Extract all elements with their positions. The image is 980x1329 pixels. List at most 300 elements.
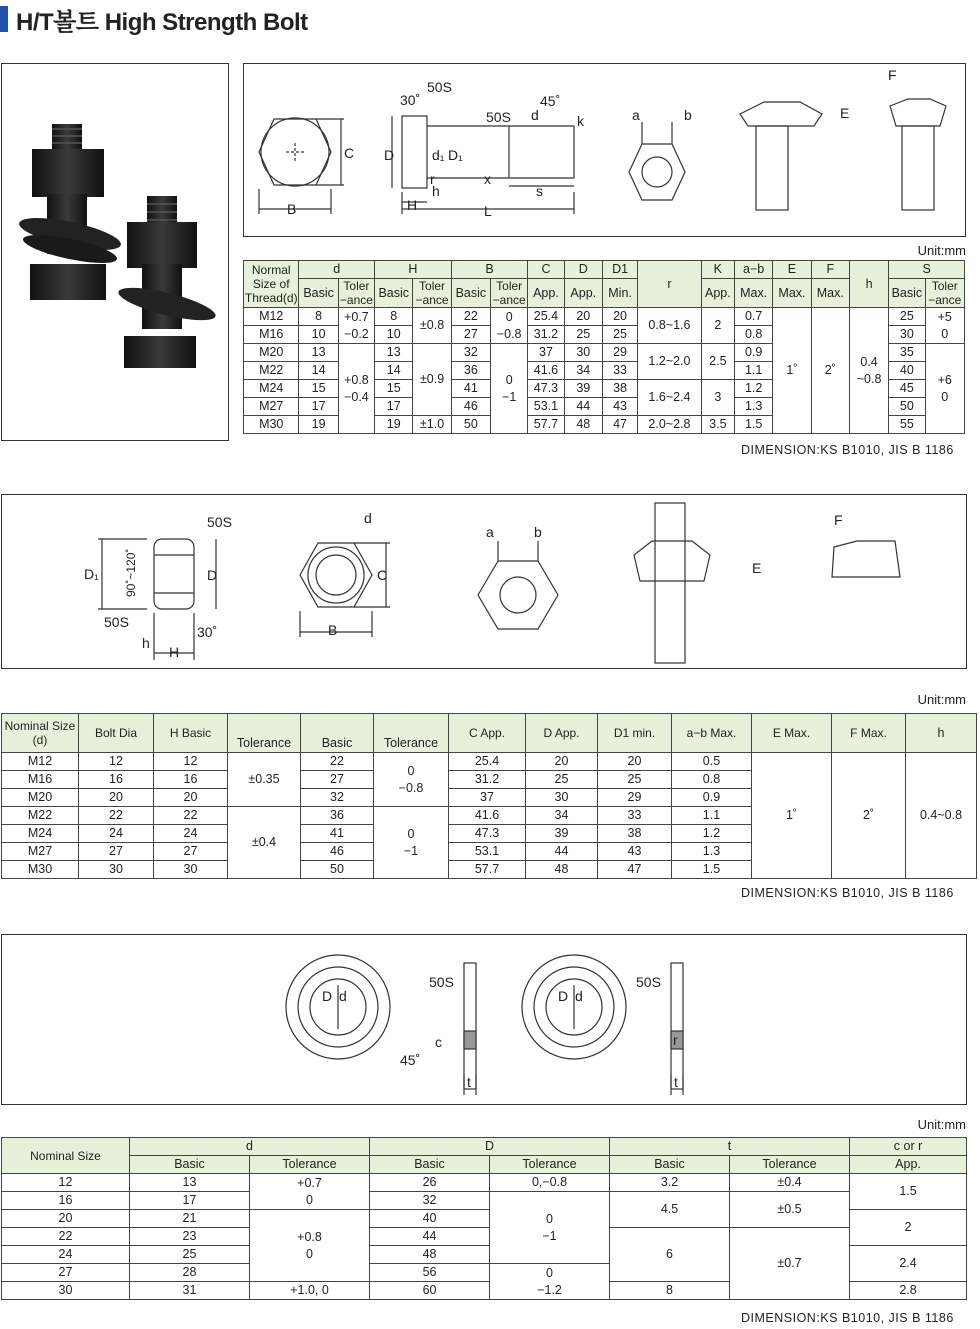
table-cell: 23 xyxy=(130,1228,250,1246)
table-cell: 27 xyxy=(301,771,374,789)
table-cell: 8 xyxy=(375,308,413,326)
table-cell: 17 xyxy=(375,398,413,416)
table-cell: +6 0 xyxy=(925,344,964,434)
unit-label-3: Unit:mm xyxy=(917,1117,966,1132)
table-cell: 20 xyxy=(526,753,598,771)
washer2-label-D: D xyxy=(558,988,569,1004)
sub-max: Max. xyxy=(811,279,849,308)
col-r: r xyxy=(638,261,702,308)
table-cell: ±0.4 xyxy=(228,807,301,879)
table-cell: 2.5 xyxy=(701,344,734,380)
table-cell: 28 xyxy=(130,1264,250,1282)
table-cell: 53.1 xyxy=(449,843,526,861)
col-D: D xyxy=(564,261,602,279)
table-cell: 10 xyxy=(299,326,338,344)
table-cell: 1.6~2.4 xyxy=(638,380,702,416)
table-cell: 1.2 xyxy=(734,380,772,398)
table-cell: 22 xyxy=(451,308,490,326)
nut-label-d: d xyxy=(364,510,372,526)
table-cell: M27 xyxy=(244,398,299,416)
table-cell: 47.3 xyxy=(449,825,526,843)
table-cell: 25 xyxy=(889,308,925,326)
table-cell: 0 −0.8 xyxy=(374,753,449,807)
label-E: E xyxy=(840,105,850,121)
table-cell: 40 xyxy=(889,362,925,380)
table-cell: 1.3 xyxy=(734,398,772,416)
table-cell: 0.4~0.8 xyxy=(906,753,977,879)
table-cell: 1.1 xyxy=(672,807,752,825)
t3-col-c: c or r xyxy=(850,1138,967,1156)
label-b: b xyxy=(684,107,692,123)
table-cell: 48 xyxy=(526,861,598,879)
table-cell: 2.4 xyxy=(850,1246,967,1282)
sub-min: Min. xyxy=(602,279,637,308)
label-h: h xyxy=(432,183,440,199)
col-C: C xyxy=(528,261,564,279)
table-cell: +1.0, 0 xyxy=(250,1282,370,1300)
table-cell: 1.2~2.0 xyxy=(638,344,702,380)
table-cell: 20 xyxy=(79,789,154,807)
table-cell: 0.4 ~0.8 xyxy=(849,308,888,434)
table-cell: 1.5 xyxy=(734,416,772,434)
sub-tolerance: Toler −ance xyxy=(413,279,451,308)
table-cell: +5 0 xyxy=(925,308,964,344)
table-cell: 34 xyxy=(564,362,602,380)
table-cell: 1.2 xyxy=(672,825,752,843)
table-cell: 30 xyxy=(79,861,154,879)
table-cell: 1.3 xyxy=(672,843,752,861)
table-cell: 2.0~2.8 xyxy=(638,416,702,434)
table-cell: 30 xyxy=(2,1282,130,1300)
t2-col-size: Nominal Size (d) xyxy=(2,714,79,753)
table-cell: 48 xyxy=(370,1246,490,1264)
table-cell: 36 xyxy=(301,807,374,825)
table-cell: 0.9 xyxy=(672,789,752,807)
label-B: B xyxy=(287,201,297,217)
table-cell: 37 xyxy=(528,344,564,362)
table-cell: 3.5 xyxy=(701,416,734,434)
table-cell: 15 xyxy=(299,380,338,398)
table-cell: 15 xyxy=(375,380,413,398)
t2-col-F: F Max. xyxy=(832,714,906,753)
nut-label-B: B xyxy=(328,622,338,638)
table-cell: 41 xyxy=(301,825,374,843)
t3-col-size: Nominal Size xyxy=(2,1138,130,1174)
col-H: H xyxy=(375,261,452,279)
col-ab: a−b xyxy=(734,261,772,279)
washer-label-D: D xyxy=(322,988,333,1004)
t2-col-C: C App. xyxy=(449,714,526,753)
table-cell: 25 xyxy=(526,771,598,789)
col-E: E xyxy=(773,261,811,279)
table-cell: 22 xyxy=(2,1228,130,1246)
sub-tolerance: Toler −ance xyxy=(491,279,528,308)
table-cell: 14 xyxy=(299,362,338,380)
t2-col-tol2: Tolerance xyxy=(374,714,449,753)
nut-label-C: C xyxy=(377,567,388,583)
table-cell: 0,−0.8 xyxy=(490,1174,610,1192)
nut-label-H: H xyxy=(169,644,180,660)
table-cell: 4.5 xyxy=(610,1192,730,1228)
table-cell: 29 xyxy=(602,344,637,362)
sub-basic: Basic xyxy=(375,279,413,308)
sub-app: App. xyxy=(701,279,734,308)
table-cell: 1.1 xyxy=(734,362,772,380)
table-cell: +0.8 0 xyxy=(250,1210,370,1282)
t3-col-d: d xyxy=(130,1138,370,1156)
table-cell: 46 xyxy=(301,843,374,861)
table-cell: 43 xyxy=(602,398,637,416)
page-header xyxy=(0,4,308,34)
nut-label-angle: 90˚~120˚ xyxy=(124,548,138,597)
nut-label-D: D xyxy=(207,567,218,583)
washer2-label-50S: 50S xyxy=(636,974,661,990)
table-cell: ±0.8 xyxy=(413,308,451,344)
table-cell: 20 xyxy=(598,753,672,771)
table-cell: 31.2 xyxy=(528,326,564,344)
table-cell: ±0.9 xyxy=(413,344,451,416)
label-H: H xyxy=(407,197,418,213)
table-cell: 20 xyxy=(154,789,228,807)
table-cell: 27 xyxy=(154,843,228,861)
label-x: x xyxy=(484,171,491,187)
table-cell: +0.7 −0.2 xyxy=(338,308,374,344)
sub-max: Max. xyxy=(773,279,811,308)
table-cell: 35 xyxy=(889,344,925,362)
table-cell: 20 xyxy=(602,308,637,326)
t2-col-H: H Basic xyxy=(154,714,228,753)
nut-label-50S-bot: 50S xyxy=(104,614,129,630)
t3-sub-basic: Basic xyxy=(370,1156,490,1174)
label-F: F xyxy=(888,67,897,83)
nut-label-F: F xyxy=(834,512,843,528)
table-cell: 30 xyxy=(889,326,925,344)
table-cell: 47 xyxy=(602,416,637,434)
label-s: s xyxy=(536,183,543,199)
t3-col-D: D xyxy=(370,1138,610,1156)
unit-label-1: Unit:mm xyxy=(917,243,966,258)
table-cell: 0.8~1.6 xyxy=(638,308,702,344)
col-F: F xyxy=(811,261,849,279)
table-cell: 19 xyxy=(375,416,413,434)
table-cell: 0.9 xyxy=(734,344,772,362)
table-cell: 47.3 xyxy=(528,380,564,398)
table-cell: 47 xyxy=(598,861,672,879)
sub-max: Max. xyxy=(734,279,772,308)
t3-sub-tolerance: Tolerance xyxy=(490,1156,610,1174)
table-cell: 12 xyxy=(154,753,228,771)
table-cell: 60 xyxy=(370,1282,490,1300)
t2-col-D: D App. xyxy=(526,714,598,753)
label-45deg: 45˚ xyxy=(540,93,561,109)
table-cell: 17 xyxy=(130,1192,250,1210)
dimension-note-1: DIMENSION:KS B1010, JIS B 1186 xyxy=(741,443,954,457)
col-h: h xyxy=(849,261,888,308)
label-r: r xyxy=(430,171,435,187)
t3-sub-tolerance: Tolerance xyxy=(250,1156,370,1174)
table-cell: 17 xyxy=(299,398,338,416)
table-cell: 1.5 xyxy=(672,861,752,879)
table-cell: 19 xyxy=(299,416,338,434)
table-cell: 55 xyxy=(889,416,925,434)
table-cell: 3 xyxy=(701,380,734,416)
table-cell: 33 xyxy=(598,807,672,825)
table-cell: 43 xyxy=(598,843,672,861)
table-row xyxy=(2,753,977,771)
washer2-label-t: t xyxy=(674,1074,678,1090)
table-cell: M30 xyxy=(244,416,299,434)
table-cell: M22 xyxy=(2,807,79,825)
hex-bolt-dimension-table xyxy=(243,260,965,434)
table-cell: 50 xyxy=(889,398,925,416)
nut-drawing xyxy=(1,494,967,669)
table-cell: 1.5 xyxy=(850,1174,967,1210)
table-cell: 24 xyxy=(79,825,154,843)
table-cell: 38 xyxy=(602,380,637,398)
table-cell: 10 xyxy=(375,326,413,344)
table-cell: 53.1 xyxy=(528,398,564,416)
table-cell: 0 −0.8 xyxy=(491,308,528,344)
table-cell: 46 xyxy=(451,398,490,416)
washer-label-45deg: 45˚ xyxy=(400,1052,421,1068)
table-cell: 0.7 xyxy=(734,308,772,326)
table-cell: 31.2 xyxy=(449,771,526,789)
unit-label-2: Unit:mm xyxy=(917,692,966,707)
t3-sub-basic: Basic xyxy=(610,1156,730,1174)
table-cell: 56 xyxy=(370,1264,490,1282)
table-cell: 30 xyxy=(154,861,228,879)
table-cell: 30 xyxy=(564,344,602,362)
table-cell: 13 xyxy=(375,344,413,362)
sub-tolerance: Toler −ance xyxy=(925,279,964,308)
table-cell: 41.6 xyxy=(449,807,526,825)
table-cell: ±0.4 xyxy=(730,1174,850,1192)
label-50S-a: 50S xyxy=(427,79,452,95)
table-cell: 41 xyxy=(451,380,490,398)
table-cell: 1˚ xyxy=(773,308,811,434)
product-photo xyxy=(1,63,229,441)
table-cell: M16 xyxy=(244,326,299,344)
nut-label-D1: D₁ xyxy=(84,566,99,582)
sub-basic: Basic xyxy=(889,279,925,308)
table-cell: 13 xyxy=(299,344,338,362)
t2-col-basic: Basic xyxy=(301,714,374,753)
table-cell: 25.4 xyxy=(528,308,564,326)
table-cell: 8 xyxy=(299,308,338,326)
label-L: L xyxy=(484,203,492,219)
table-cell: 22 xyxy=(154,807,228,825)
t2-col-D1: D1 min. xyxy=(598,714,672,753)
table-cell: 45 xyxy=(889,380,925,398)
nut-label-50S-top: 50S xyxy=(207,514,232,530)
table-cell: 0 −1 xyxy=(491,344,528,434)
t3-sub-app: App. xyxy=(850,1156,967,1174)
nut-label-b: b xyxy=(534,524,542,540)
table-cell: 16 xyxy=(79,771,154,789)
table-cell: 32 xyxy=(451,344,490,362)
table-cell: 25 xyxy=(602,326,637,344)
table-cell: ±0.5 xyxy=(730,1192,850,1228)
col-size: Normal Size of Thread(d) xyxy=(244,261,299,308)
table-cell: 27 xyxy=(451,326,490,344)
table-cell: 25 xyxy=(598,771,672,789)
table-cell: M27 xyxy=(2,843,79,861)
table-cell: 16 xyxy=(154,771,228,789)
table-cell: 50 xyxy=(451,416,490,434)
t2-col-E: E Max. xyxy=(752,714,832,753)
washer-drawing xyxy=(1,934,967,1105)
table-cell: 44 xyxy=(526,843,598,861)
table-cell: 0.5 xyxy=(672,753,752,771)
t3-sub-tolerance: Tolerance xyxy=(730,1156,850,1174)
table-cell: 27 xyxy=(2,1264,130,1282)
dimension-note-3: DIMENSION:KS B1010, JIS B 1186 xyxy=(741,1311,954,1325)
table-cell: 32 xyxy=(370,1192,490,1210)
table-row xyxy=(244,308,965,326)
table-cell: 33 xyxy=(602,362,637,380)
table-cell: M22 xyxy=(244,362,299,380)
table-cell: 36 xyxy=(451,362,490,380)
title-accent-bar xyxy=(0,6,8,32)
table-cell: 12 xyxy=(79,753,154,771)
label-D: D xyxy=(384,147,395,163)
table-cell: 2˚ xyxy=(811,308,849,434)
washer-label-t: t xyxy=(467,1074,471,1090)
dimension-note-2: DIMENSION:KS B1010, JIS B 1186 xyxy=(741,886,954,900)
table-cell: 48 xyxy=(564,416,602,434)
col-B: B xyxy=(451,261,528,279)
table-cell: 44 xyxy=(564,398,602,416)
washer-dimension-table xyxy=(1,1137,967,1300)
table-cell: 2 xyxy=(701,308,734,344)
label-d: d xyxy=(531,107,539,123)
table-cell: 20 xyxy=(2,1210,130,1228)
table-cell: 3.2 xyxy=(610,1174,730,1192)
table-cell: 40 xyxy=(370,1210,490,1228)
table-cell: 29 xyxy=(598,789,672,807)
nut-label-a: a xyxy=(486,524,494,540)
table-cell: 27 xyxy=(79,843,154,861)
table-cell: 26 xyxy=(370,1174,490,1192)
table-cell: M20 xyxy=(244,344,299,362)
table-cell: 34 xyxy=(526,807,598,825)
table-cell: 1˚ xyxy=(752,753,832,879)
washer-label-50S: 50S xyxy=(429,974,454,990)
table-cell: 0 −1 xyxy=(490,1192,610,1264)
table-cell: +0.8 −0.4 xyxy=(338,344,374,434)
table-cell: 25 xyxy=(564,326,602,344)
table-cell: 41.6 xyxy=(528,362,564,380)
sub-basic: Basic xyxy=(299,279,338,308)
table-cell: ±0.35 xyxy=(228,753,301,807)
t2-col-ab: a−b Max. xyxy=(672,714,752,753)
table-cell: M12 xyxy=(244,308,299,326)
table-cell: M24 xyxy=(2,825,79,843)
table-cell: ±0.7 xyxy=(730,1228,850,1300)
table-cell: 25.4 xyxy=(449,753,526,771)
label-a: a xyxy=(632,107,640,123)
nut-label-30deg: 30˚ xyxy=(197,624,218,640)
label-50S-b: 50S xyxy=(486,109,511,125)
table-cell: 6 xyxy=(610,1228,730,1282)
table-row xyxy=(2,1228,967,1246)
table-cell: 0.8 xyxy=(734,326,772,344)
washer-label-c: c xyxy=(435,1034,442,1050)
sub-tolerance: Toler −ance xyxy=(339,279,373,307)
nut-label-E: E xyxy=(752,560,762,576)
table-cell: 16 xyxy=(2,1192,130,1210)
table-cell: 12 xyxy=(2,1174,130,1192)
table-cell: 25 xyxy=(130,1246,250,1264)
table-cell: 38 xyxy=(598,825,672,843)
table-cell: 24 xyxy=(2,1246,130,1264)
table-cell: M20 xyxy=(2,789,79,807)
sub-basic: Basic xyxy=(451,279,490,308)
table-row xyxy=(2,1192,967,1210)
table-cell: 0 −1 xyxy=(374,807,449,879)
sub-app: App. xyxy=(528,279,564,308)
table-cell: 0.8 xyxy=(672,771,752,789)
t3-col-t: t xyxy=(610,1138,850,1156)
t2-col-h: h xyxy=(906,714,977,753)
table-cell: 50 xyxy=(301,861,374,879)
table-cell: 37 xyxy=(449,789,526,807)
label-C: C xyxy=(344,145,355,161)
t2-col-tol: Tolerance xyxy=(228,714,301,753)
label-D1: D₁ xyxy=(448,147,463,163)
nut-dimension-table xyxy=(1,713,977,879)
table-cell: 22 xyxy=(79,807,154,825)
bolt-drawing-1 xyxy=(243,63,966,237)
table-cell: M24 xyxy=(244,380,299,398)
washer-label-d: d xyxy=(339,988,347,1004)
table-cell: M16 xyxy=(2,771,79,789)
table-cell: 39 xyxy=(564,380,602,398)
table-cell: 39 xyxy=(526,825,598,843)
table-cell: 13 xyxy=(130,1174,250,1192)
table-cell: 44 xyxy=(370,1228,490,1246)
washer2-label-r: r xyxy=(673,1032,678,1048)
table-cell: 2 xyxy=(850,1210,967,1246)
nut-label-h: h xyxy=(142,635,150,651)
label-d1: d₁ xyxy=(432,147,445,163)
col-K: K xyxy=(701,261,734,279)
table-cell: 30 xyxy=(526,789,598,807)
table-cell: 21 xyxy=(130,1210,250,1228)
sub-app: App. xyxy=(564,279,602,308)
table-cell: 24 xyxy=(154,825,228,843)
washer2-label-d: d xyxy=(575,988,583,1004)
col-d: d xyxy=(299,261,375,279)
table-cell: 14 xyxy=(375,362,413,380)
table-cell: M12 xyxy=(2,753,79,771)
table-cell: 57.7 xyxy=(449,861,526,879)
col-D1: D1 xyxy=(602,261,637,279)
table-cell: M30 xyxy=(2,861,79,879)
t2-col-bolt: Bolt Dia xyxy=(79,714,154,753)
label-30deg: 30˚ xyxy=(400,92,421,108)
table-cell: ±1.0 xyxy=(413,416,451,434)
table-cell: 32 xyxy=(301,789,374,807)
table-cell: 2.8 xyxy=(850,1282,967,1300)
table-cell: 20 xyxy=(564,308,602,326)
table-cell: +0.7 0 xyxy=(250,1174,370,1210)
t3-sub-basic: Basic xyxy=(130,1156,250,1174)
table-cell: 22 xyxy=(301,753,374,771)
table-cell: 8 xyxy=(610,1282,730,1300)
label-k: k xyxy=(577,113,584,129)
col-S: S xyxy=(889,261,965,279)
